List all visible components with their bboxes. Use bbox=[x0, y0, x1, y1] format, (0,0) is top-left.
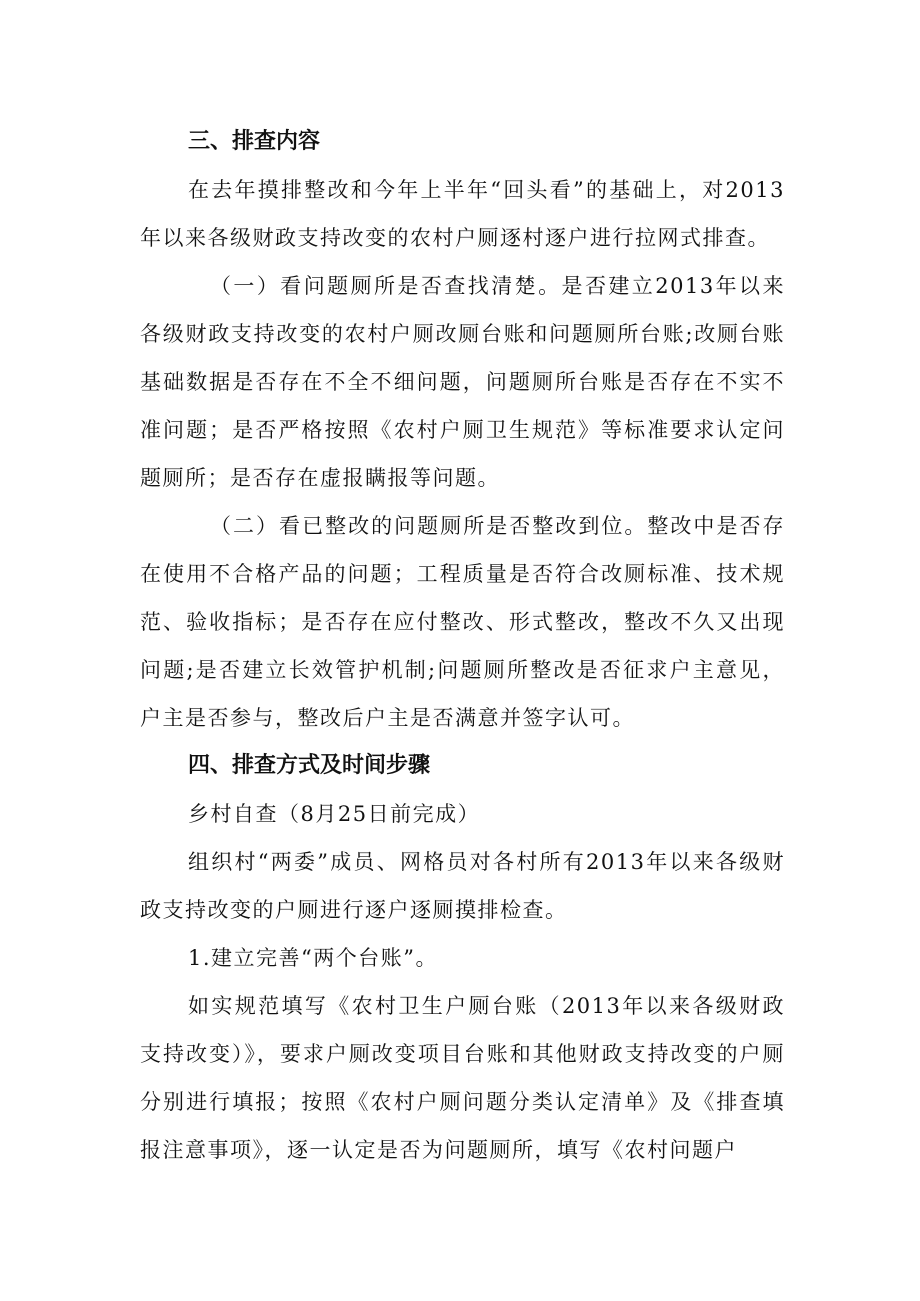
paragraph-organize-village-committees: 组织村“两委”成员、网格员对各村所有2013年以来各级财政支持改变的户厕进行逐户逐厕摸排检查。 bbox=[140, 850, 785, 922]
document-body bbox=[140, 118, 785, 1174]
section-heading-method-and-schedule: 四、排查方式及时间步骤 bbox=[188, 753, 431, 778]
paragraph-check-rectification: （二）看已整改的问题厕所是否整改到位。整改中是否存在使用不合格产品的问题；工程质量是否符合改厕标准、技术规范、验收指标；是否存在应付整改、形式整改，整改不久又出现问题;是否建立长效管护机制;问题厕所整改是否征求户主意见，户主是否参与，整改后户主是否满意并签字认可。 bbox=[140, 514, 785, 730]
paragraph-two-ledgers: 1.建立完善“两个台账”。 bbox=[188, 946, 439, 970]
paragraph-fill-in-ledgers: 如实规范填写《农村卫生户厕台账（2013年以来各级财政支持改变）》，要求户厕改变项目台账和其他财政支持改变的户厕分别进行填报；按照《农村户厕问题分类认定清单》及《排查填报注意事项》，逐一认定是否为问题厕所，填写《农村问题户 bbox=[140, 994, 785, 1162]
section-heading-investigation-content: 三、排查内容 bbox=[188, 129, 321, 154]
paragraph-village-self-check: 乡村自查（8月25日前完成） bbox=[188, 802, 481, 826]
paragraph-investigation-scope: 在去年摸排整改和今年上半年“回头看”的基础上，对2013年以来各级财政支持改变的农村户厕逐村逐户进行拉网式排查。 bbox=[140, 178, 785, 250]
paragraph-check-problem-toilets: （一）看问题厕所是否查找清楚。是否建立2013年以来各级财政支持改变的农村户厕改厕台账和问题厕所台账;改厕台账基础数据是否存在不全不细问题，问题厕所台账是否存在不实不准问题；是否严格按照《农村户厕卫生规范》等标准要求认定问题厕所；是否存在虚报瞒报等问题。 bbox=[140, 274, 785, 490]
